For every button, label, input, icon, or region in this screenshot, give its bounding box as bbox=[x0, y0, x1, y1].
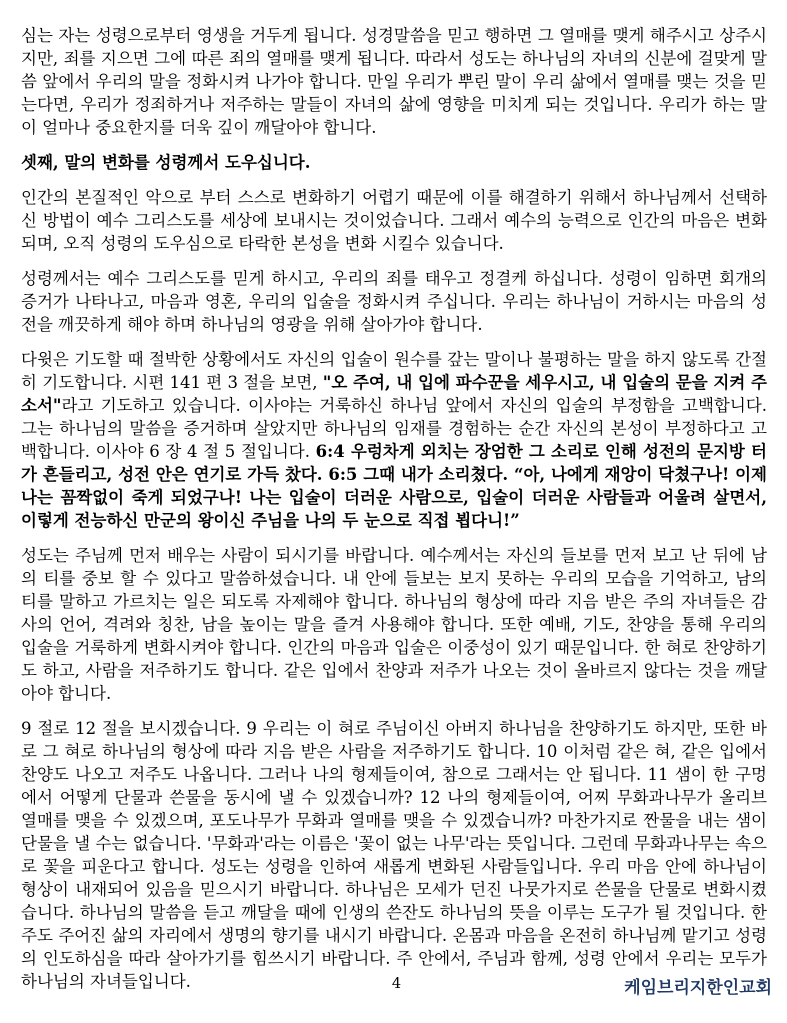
paragraph-text: 인간의 본질적인 악으로 부터 스스로 변화하기 어렵기 때문에 이를 해결하기 위해서 하나님께서 선택하신 방법이 예수 그리스도를 세상에 보내시는 것이었습니다. 그래서 예수의 능력으로 인간의 마음은 변화되며, 오직 성령의 도우심으로 타락한 본성을 변화 시킬수 있습니다. bbox=[21, 188, 767, 253]
paragraph-text: 심는 자는 성령으로부터 영생을 거두게 됩니다. 성경말씀을 믿고 행하면 그 열매를 맺게 해주시고 상주시지만, 죄를 지으면 그에 따른 죄의 열매를 맺게 됩니다. 따라서 성도는 하나님의 자녀의 신분에 걸맞게 말씀 앞에서 우리의 말을 정화시켜 나가야 합니다. 만일 우리가 뿌린 말이 우리 삶에서 열매를 맺는 것을 믿는다면, 우리가 정죄하거나 저주하는 말들이 자녀의 삶에 영향을 미치게 되는 것입니다. 우리가 하는 말이 얼마나 중요한지를 더욱 깊이 깨달아야 합니다. bbox=[21, 26, 768, 137]
paragraph bbox=[21, 348, 767, 532]
section-heading bbox=[21, 151, 767, 174]
paragraph-text: 라고 기도하고 있습니다. 이사야는 거룩하신 하나님 앞에서 자신의 입술의 부정함을 고백합니다. 그는 하나님의 말씀을 증거하며 살았지만 하나님의 임재를 경험하는 순간 자신의 본성이 부정하다고 고백합니다. 이사야 6 장 4 절 5 절입니다. bbox=[21, 396, 767, 461]
page-footer bbox=[21, 973, 772, 999]
paragraph bbox=[21, 24, 767, 139]
page-number: 4 bbox=[391, 976, 402, 992]
paragraph-text: 다윗은 기도할 때 절박한 상황에서도 자신의 입술이 원수를 갚는 말이나 불평하는 말을 하지 않도록 간절히 기도합니다. 시편 141 편 3 절을 보면, bbox=[21, 350, 767, 392]
scripture-quote: "오 주여, 내 입에 파수꾼을 세우시고, 내 입술의 문을 지켜 주소서" bbox=[21, 373, 767, 415]
paragraph bbox=[21, 267, 767, 336]
section-heading-text: 셋째, 말의 변화를 성령께서 도우십니다. bbox=[21, 153, 311, 172]
paragraph bbox=[21, 544, 767, 705]
document-body bbox=[21, 24, 767, 1005]
paragraph-text: 9 절로 12 절을 보시겠습니다. 9 우리는 이 혀로 주님이신 아버지 하나님을 찬양하기도 하지만, 또한 바로 그 혀로 하나님의 형상에 따라 지음 받은 사람을 저주하기도 합니다. 10 이처럼 같은 혀, 같은 입에서 찬양도 나오고 저주도 나옵니다. 그러나 나의 형제들이여, 참으로 그래서는 안 됩니다. 11 샘이 한 구멍에서 어떻게 단물과 쓴물을 동시에 낼 수 있겠습니까? 12 나의 형제들이여, 어찌 무화과나무가 올리브 열매를 맺을 수 있겠으며, 포도나무가 무화과 열매를 맺을 수 있겠습니까? 마찬가지로 짠물을 내는 샘이 단물을 낼 수는 없습니다. '무화과'라는 이름은 '꽃이 없는 나무'라는 뜻입니다. 그런데 무화과나무는 속으로 꽃을 피운다고 합니다. 성도는 성령을 인하여 새롭게 변화된 사람들입니다. 우리 마음 안에 하나님이 형상이 내재되어 있음을 믿으시기 바랍니다. 하나님은 모세가 던진 나뭇가지로 쓴물을 단물로 변화시켰습니다. 하나님의 말씀을 듣고 깨달을 때에 인생의 쓴잔도 하나님의 뜻을 이루는 도구가 될 것입니다. 한주도 주어진 삶의 자리에서 생명의 향기를 내시기 바랍니다. 온몸과 마음을 온전히 하나님께 맡기고 성령의 인도하심을 따라 살아가기를 힘쓰시기 바랍니다. 주 안에서, 주님과 함께, 성령 안에서 우리는 모두가 하나님의 자녀들입니다. bbox=[21, 719, 767, 991]
scripture-quote: 6:4 우렁차게 외치는 장엄한 그 소리로 인해 성전의 문지방 터가 흔들리고, 성전 안은 연기로 가득 찼다. 6:5 그때 내가 소리쳤다. “아, 나에게 재앙이 닥쳤구나! 이제 나는 꼼짝없이 죽게 되었구나! 나는 입술이 더러운 사람으로, 입술이 더러운 사람들과 어울려 살면서, 이렇게 전능하신 만군의 왕이신 주님을 나의 두 눈으로 직접 뵙다니!” bbox=[21, 442, 767, 530]
paragraph-text: 성령께서는 예수 그리스도를 믿게 하시고, 우리의 죄를 태우고 정결케 하십니다. 성령이 임하면 회개의 증거가 나타나고, 마음과 영혼, 우리의 입술을 정화시켜 주십니다. 우리는 하나님이 거하시는 마음의 성전을 깨끗하게 해야 하며 하나님의 영광을 위해 살아가야 합니다. bbox=[21, 269, 767, 334]
paragraph bbox=[21, 717, 767, 993]
church-name: 케임브리지한인교회 bbox=[624, 978, 772, 998]
paragraph bbox=[21, 186, 767, 255]
paragraph-text: 성도는 주님께 먼저 배우는 사람이 되시기를 바랍니다. 예수께서는 자신의 들보를 먼저 보고 난 뒤에 남의 티를 중보 할 수 있다고 말씀하셨습니다. 내 안에 들보는 보지 못하는 우리의 모습을 기억하고, 남의 티를 말하고 가르치는 일은 되도록 자제해야 합니다. 하나님의 형상에 따라 지음 받은 주의 자녀들은 감사의 언어, 격려와 칭찬, 남을 높이는 말을 즐겨 사용해야 합니다. 또한 예배, 기도, 찬양을 통해 우리의 입술을 거룩하게 변화시켜야 합니다. 인간의 마음과 입술은 이중성이 있기 때문입니다. 한 혀로 찬양하기도 하고, 사람을 저주하기도 합니다. 같은 입에서 찬양과 저주가 나오는 것이 올바르지 않다는 것을 깨달아야 합니다. bbox=[21, 546, 768, 703]
